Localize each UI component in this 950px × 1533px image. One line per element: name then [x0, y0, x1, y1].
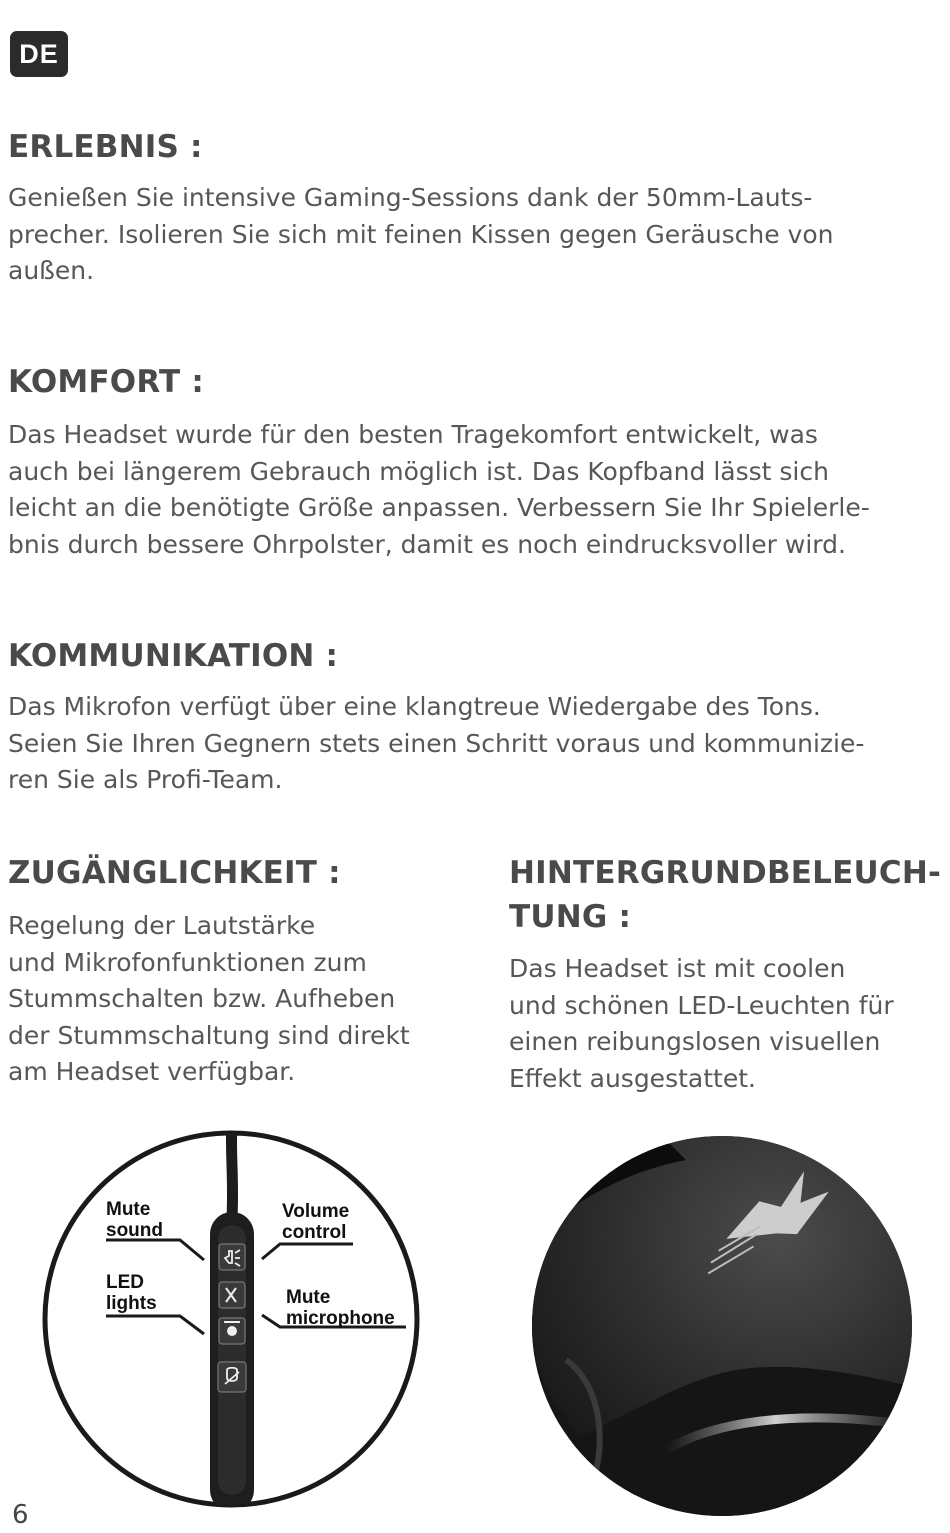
label-mute-sound-line1: Mute [106, 1199, 151, 1220]
section-title-komfort: KOMFORT : [8, 364, 204, 400]
section-title-kommunikation: KOMMUNIKATION : [8, 638, 339, 674]
inline-controller-illustration [28, 1122, 438, 1514]
text-line: Das Headset wurde für den besten Tragekomfort entwickelt, was [8, 420, 818, 449]
text-line: und schönen LED-Leuchten für [509, 990, 894, 1020]
text-line: einen reibungslosen visuellen [509, 1027, 881, 1056]
text-line: auch bei längerem Gebrauch möglich ist. Das Kopfband lässt sich [8, 456, 829, 486]
text-line: precher. Isolieren Sie sich mit feinen Kissen gegen Geräusche von [8, 219, 834, 249]
cable [231, 1122, 232, 1217]
section-text-hintergrundbeleuchtung [509, 951, 894, 1097]
page-number: 6 [12, 1500, 29, 1530]
label-mute-sound-line2: sound [106, 1220, 163, 1241]
mute-microphone-button [218, 1362, 246, 1392]
text-line: Stummschalten bzw. Aufheben [8, 984, 396, 1013]
text-line: Regelung der Lautstärke [8, 911, 316, 940]
language-badge: DE [10, 31, 68, 77]
section-title-zugaenglichkeit: ZUGÄNGLICHKEIT : [8, 855, 341, 891]
section-text-erlebnis [8, 180, 833, 290]
text-line: am Headset verfügbar. [8, 1057, 296, 1086]
text-line: Das Mikrofon verfügt über eine klangtreue Wiedergabe des Tons. [8, 692, 821, 721]
section-title-hintergrundbeleuchtung [509, 851, 941, 939]
label-mute-mic-line2: microphone [286, 1308, 395, 1329]
led-button [219, 1318, 245, 1344]
section-title-erlebnis: ERLEBNIS : [8, 129, 203, 165]
title-line: TUNG : [509, 899, 632, 935]
section-text-kommunikation [8, 689, 864, 799]
earcup-photo [526, 1130, 918, 1522]
label-volume-line2: control [282, 1222, 347, 1243]
label-mute-mic-line1: Mute [286, 1287, 331, 1308]
text-line: außen. [8, 256, 95, 285]
led-icon [227, 1326, 237, 1336]
text-line: Das Headset ist mit coolen [509, 954, 846, 983]
text-line: ren Sie als Profi-Team. [8, 765, 283, 794]
section-text-zugaenglichkeit [8, 908, 410, 1091]
label-volume-line1: Volume [282, 1201, 350, 1222]
text-line: leicht an die benötigte Größe anpassen. Verbessern Sie Ihr Spielerle- [8, 493, 870, 522]
volume-button [219, 1244, 245, 1270]
text-line: Seien Sie Ihren Gegnern stets einen Schritt voraus und kommunizie- [8, 728, 865, 758]
mute-sound-button [219, 1282, 245, 1308]
text-line: Effekt ausgestattet. [509, 1063, 756, 1093]
text-line: der Stummschaltung sind direkt [8, 1020, 410, 1050]
section-text-komfort [8, 417, 870, 563]
title-line: HINTERGRUNDBELEUCH- [509, 855, 942, 891]
text-line: und Mikrofonfunktionen zum [8, 947, 367, 977]
text-line: Genießen Sie intensive Gaming-Sessions dank der 50mm-Lauts- [8, 183, 813, 212]
label-led-line2: lights [106, 1293, 157, 1314]
label-led-line1: LED [106, 1272, 144, 1293]
text-line: bnis durch bessere Ohrpolster, damit es noch eindrucksvoller wird. [8, 529, 846, 559]
